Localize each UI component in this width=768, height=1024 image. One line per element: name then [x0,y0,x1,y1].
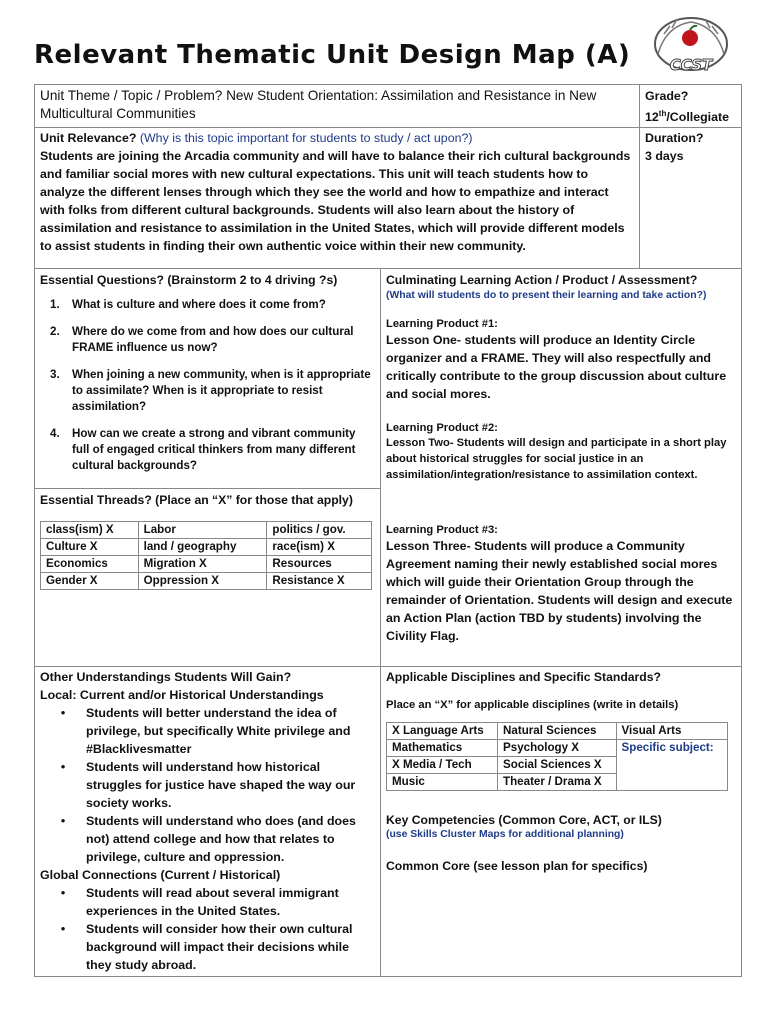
question-4: 4. How can we create a strong and vibrant community full of engaged critical thinkers from many different cultural backgrounds? [50,427,356,472]
unit-relevance: Unit Relevance? (Why is this topic important for students to study / act upon?) Students are joining the Arcadia community and will have to balance their rich cultural backgrounds and familiar social mores with new cultural expectations. This unit will teach students how to analyze the different lenses through which they see the world and how to empathize and interact with folks from different cultural backgrounds. Students will also learn about the history of assimilation and resistance to assimilation in the United States, which will provide different models to assist students in finding their own authentic voice within their new community. [40,129,636,255]
disciplines-table: X Language Arts Natural Sciences Visual Arts Mathematics Psychology X Specific subject: X Media / Tech Social Sciences X Music Theater / Drama X [386,722,728,791]
duration: Duration? 3 days [645,131,704,163]
svg-text:CCST: CCST [669,56,713,74]
question-3: 3. When joining a new community, when is it appropriate to assimilate? When is it appropriate to resist assimilation? [50,368,371,413]
relevance-text: Students are joining the Arcadia community and will have to balance their rich cultural backgrounds and familiar social mores with new cultural expectations. This unit will teach students how to analyze the different lenses through which they see the world and how to empathize and interact with folks from different cultural backgrounds. Students will also learn about the history of assimilation and resistance to assimilation in the United States, which will provide different models to assist students in finding their own authentic voice within their new community. [40,149,631,253]
global-item: • Students will read about several immigrant experiences in the United States. [60,886,339,918]
culminating-assessment: Culminating Learning Action / Product / Assessment? (What will students do to present their learning and take action?) Learning Product #1: Lesson One- students will produce an Identity Circle organizer and a FRAME. They will also respectfully and critically contribute to the group discussion about culture and social mores. Learning Product #2: Lesson Two- Students will design and participate in a short play about historical struggles for social justice in an assimilation/integration/resistance to assimilation context. Learning Product #3: Lesson Three- Students will produce a Community Agreement naming their newly established social mores which will guide their Orientation Group through the remainder of Orientation. Students will design and execute an Action Plan (action TBD by students) involving the Civility Flag. [386,271,738,645]
question-1: 1. What is culture and where does it come from? [50,298,326,311]
grade: Grade? 12th/Collegiate [645,89,730,125]
threads-table: class(ism) X Labor politics / gov. Culture X land / geography race(ism) X Economics Migration X Resources Gender X Oppression X Resistance X [40,521,372,590]
school-crest-logo [646,14,736,80]
page-title: Relevant Thematic Unit Design Map (A) [34,40,631,70]
applicable-disciplines: Applicable Disciplines and Specific Standards? Place an “X” for applicable disciplines (write in details) X Language Arts Natural Sciences Visual Arts Mathematics Psychology X Specific subject: X Media / Tech Social Sciences X Music Theater / Drama X Key Competencies (Common Core, ACT, or ILS) (use Skills Cluster Maps for additional planning) Common Core (see lesson plan for specifics) [386,668,738,875]
local-item: • Students will understand who does (and does not) attend college and how that relates to privilege, culture and oppression. [60,814,356,864]
unit-theme: Unit Theme / Topic / Problem? New Student Orientation: Assimilation and Resistance in New Multicultural Communities [40,88,597,121]
learning-product-1: Learning Product #1: Lesson One- students will produce an Identity Circle organizer and a FRAME. They will also respectfully and critically contribute to the group discussion about culture and social mores. [386,318,727,401]
essential-threads: Essential Threads? (Place an “X” for those that apply) class(ism) X Labor politics / gov. Culture X land / geography race(ism) X Economics Migration X Resources Gender X Oppression X Resistance X [40,491,376,590]
question-2: 2. Where do we come from and how does our cultural FRAME influence us now? [50,325,354,354]
learning-product-2: Learning Product #2: Lesson Two- Students will design and participate in a short play about historical struggles for social justice in an assimilation/integration/resistance to assimilation context. [386,422,727,481]
global-item: • Students will consider how their own cultural background will impact their decisions while they study abroad. [60,922,353,972]
other-understandings: Other Understandings Students Will Gain? Local: Current and/or Historical Understandings • Students will better understand the idea of privilege, but specifically White privilege and #Blacklivesmatter • Students will understand how historical struggles for justice have shaped the way our society works. • Students will understand who does (and does not) attend college and how that relates to privilege, culture and oppression. Global Connections (Current / Historical) • Students will read about several immigrant experiences in the United States. • Students will consider how their own cultural background will impact their decisions while they study abroad. [40,668,376,974]
learning-product-3: Learning Product #3: Lesson Three- Students will produce a Community Agreement naming their newly established social mores which will guide their Orientation Group through the remainder of Orientation. Students will design and execute an Action Plan (action TBD by students) involving the Civility Flag. [386,524,733,643]
essential-questions: Essential Questions? (Brainstorm 2 to 4 driving ?s) 1. What is culture and where does it come from? 2. Where do we come from and how does our cultural FRAME influence us now? 3. When joining a new community, when is it appropriate to assimilate? When is it appropriate to resist assimilation? 4. How can we create a strong and vibrant community full of engaged critical thinkers from many different cultural backgrounds? [40,271,376,485]
local-item: • Students will better understand the idea of privilege, but specifically White privilege and #Blacklivesmatter [60,706,351,756]
local-item: • Students will understand how historical struggles for justice have shaped the way our society works. [60,760,356,810]
